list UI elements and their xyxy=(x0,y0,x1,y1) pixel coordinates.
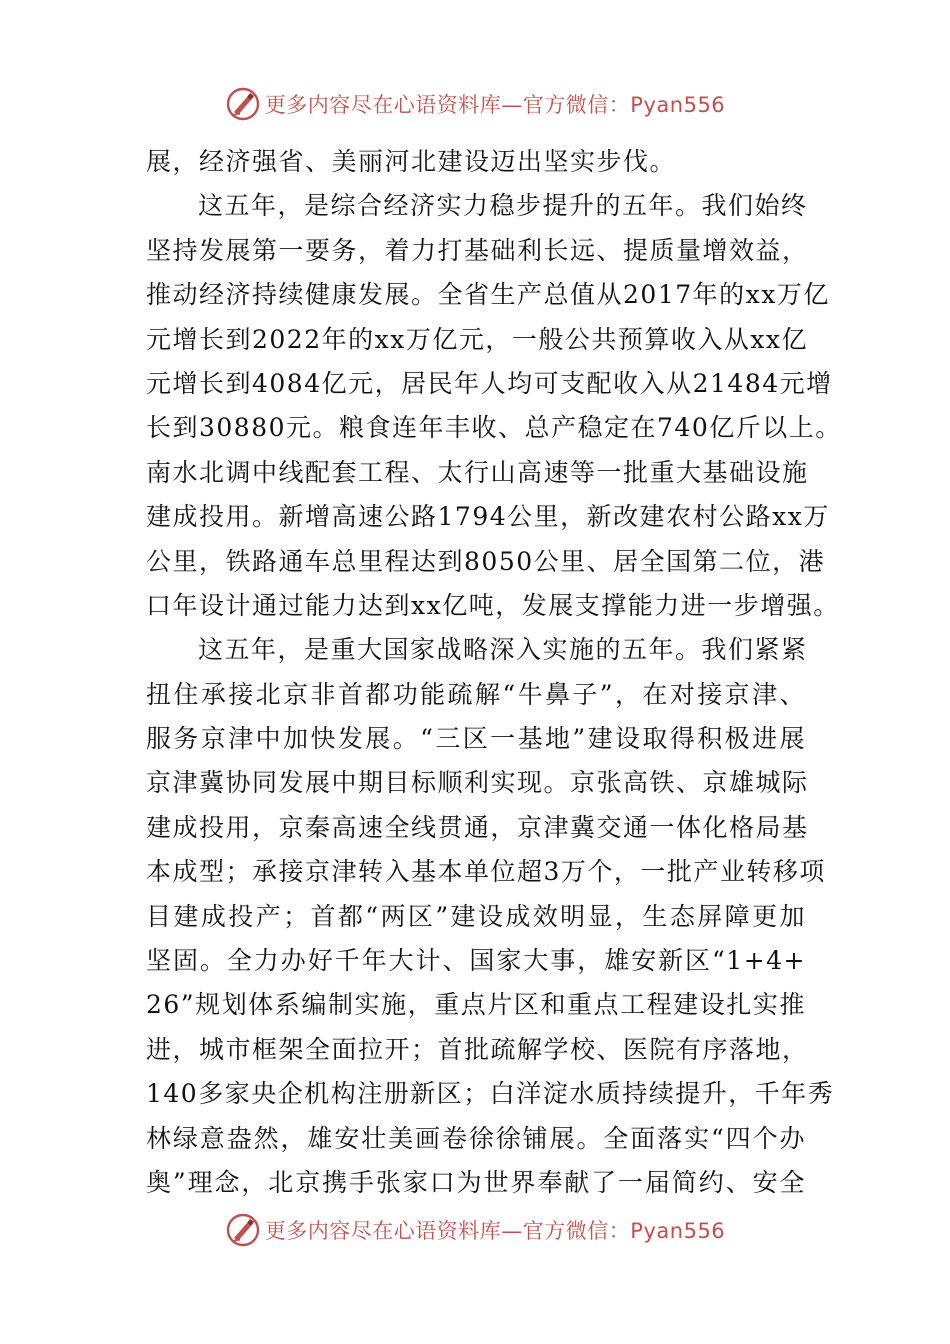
body-line: 建成投用，京秦高速全线贯通，京津冀交通一体化格局基 xyxy=(146,812,809,842)
body-line: 展，经济强省、美丽河北建设迈出坚实步伐。 xyxy=(146,147,677,176)
body-line: 建成投用。新增高速公路1794公里，新改建农村公路xx万 xyxy=(146,502,830,532)
body-line: 奥”理念，北京携手张家口为世界奉献了一届简约、安全 xyxy=(146,1167,806,1197)
pen-seal-logo-icon xyxy=(225,86,261,122)
body-line: 进，城市框架全面拉开；首批疏解学校、医院有序落地， xyxy=(146,1034,809,1064)
body-line: 南水北调中线配套工程、太行山高速等一批重大基础设施 xyxy=(146,457,809,487)
watermark-text: 更多内容尽在心语资料库—官方微信：Pyan556 xyxy=(264,93,726,117)
body-line: 140多家央企机构注册新区；白洋淀水质持续提升，千年秀 xyxy=(146,1079,835,1109)
body-line: 公里，铁路通车总里程达到8050公里、居全国第二位，港 xyxy=(146,546,826,576)
document-body xyxy=(146,140,842,1205)
paragraph-start-line: 这五年，是综合经济实力稳步提升的五年。我们始终 xyxy=(198,191,808,221)
body-line: 26”规划体系编制实施，重点片区和重点工程建设扎实推 xyxy=(146,990,806,1020)
body-line: 元增长到2022年的xx万亿元，一般公共预算收入从xx亿 xyxy=(146,324,809,354)
body-line: 扭住承接北京非首都功能疏解“牛鼻子”，在对接京津、 xyxy=(146,679,806,709)
body-line: 目建成投产；首都“两区”建设成效明显，生态屏障更加 xyxy=(146,901,806,931)
paragraph-start-line: 这五年，是重大国家战略深入实施的五年。我们紧紧 xyxy=(198,635,808,665)
body-line: 口年设计通过能力达到xx亿吨，发展支撑能力进一步增强。 xyxy=(146,590,840,620)
body-line: 坚固。全力办好千年大计、国家大事，雄安新区“1+4+ xyxy=(146,946,806,976)
body-line: 本成型；承接京津转入基本单位超3万个，一批产业转移项 xyxy=(146,857,826,887)
body-line: 京津冀协同发展中期目标顺利实现。京张高铁、京雄城际 xyxy=(146,768,809,798)
body-line: 坚持发展第一要务，着力打基础利长远、提质量增效益， xyxy=(146,235,809,265)
body-line: 长到30880元。粮食连年丰收、总产稳定在740亿斤以上。 xyxy=(146,413,842,443)
body-line: 服务京津中加快发展。“三区一基地”建设取得积极进展 xyxy=(146,724,806,754)
body-line: 推动经济持续健康发展。全省生产总值从2017年的xx万亿 xyxy=(146,280,830,310)
body-line: 林绿意盎然，雄安壮美画卷徐徐铺展。全面落实“四个办 xyxy=(146,1123,806,1153)
body-line: 元增长到4084亿元，居民年人均可支配收入从21484元增 xyxy=(146,368,833,398)
header-watermark xyxy=(0,82,950,126)
footer-watermark xyxy=(0,1208,950,1252)
pen-seal-logo-icon xyxy=(225,1212,261,1248)
watermark-text: 更多内容尽在心语资料库—官方微信：Pyan556 xyxy=(264,1219,726,1243)
